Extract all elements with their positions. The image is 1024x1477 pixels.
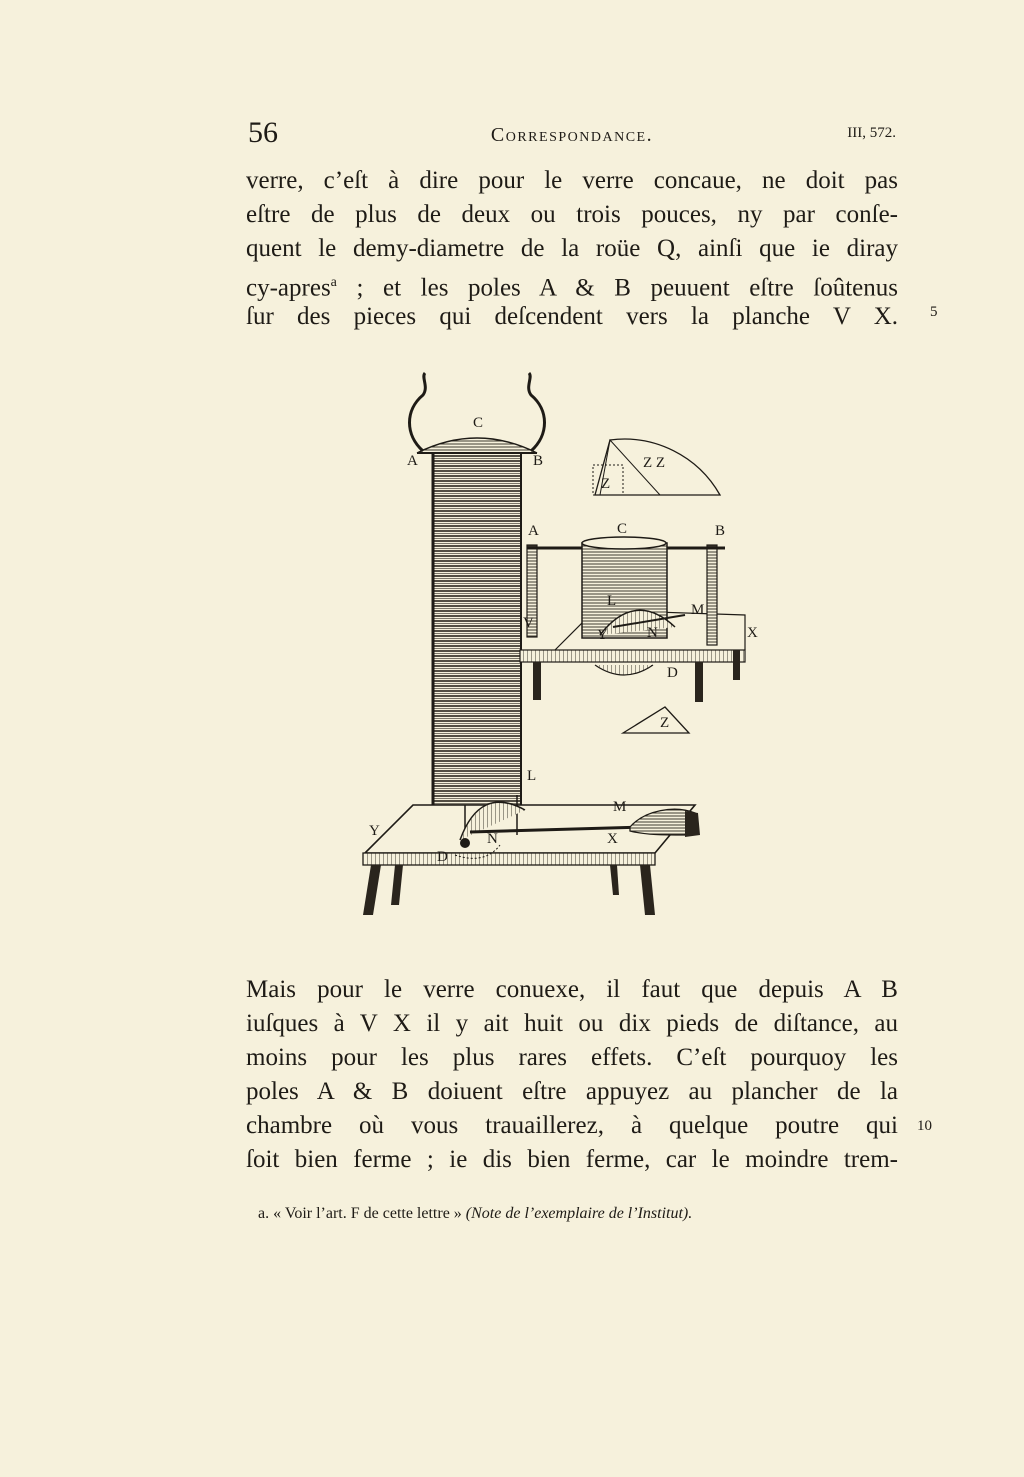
label-b-left: B xyxy=(533,453,544,469)
footnote-text: « Voir l’art. F de cette lettre » xyxy=(273,1205,462,1222)
label-a-right: A xyxy=(528,523,539,539)
text-line: iuſques à V X il y ait huit ou dix pieds de diſtance, au xyxy=(246,1010,898,1037)
label-b-right: B xyxy=(715,523,726,539)
text-line: poles A & B doiuent eſtre appuyez au plancher de la xyxy=(246,1078,898,1105)
text-line: moins pour les plus rares effets. C’eſt pourquoy les xyxy=(246,1044,898,1071)
small-table-top xyxy=(520,650,745,662)
volume-reference: III, 572. xyxy=(847,125,896,141)
label-d-bottom: D xyxy=(437,849,448,865)
label-m-right: M xyxy=(691,602,705,618)
label-c-right: C xyxy=(617,521,628,537)
coil-column xyxy=(433,450,521,805)
paragraph-1 xyxy=(246,164,898,334)
label-z-lower: Z xyxy=(660,715,670,731)
footnote-marker: a. xyxy=(258,1205,270,1222)
label-zz: Z Z xyxy=(643,455,666,471)
label-y-right: Y xyxy=(597,627,608,643)
line-number-5: 5 xyxy=(930,304,938,320)
engraving-figure xyxy=(355,365,775,925)
label-l-right: L xyxy=(607,593,617,609)
text-line: quent le demy-diametre de la roüe Q, ainſi que ie diray xyxy=(246,235,898,262)
text-line: cy-apres$^a$ ; et les poles A & B peuuent eſtre ſoûtenus xyxy=(246,274,898,302)
text-line: verre, c’eſt à dire pour le verre concaue, ne doit pas xyxy=(246,167,898,194)
text-line: ſur des pieces qui deſcendent vers la planche V X. xyxy=(246,303,898,330)
label-l-bottom: L xyxy=(527,768,537,784)
label-y-bottom: Y xyxy=(369,823,380,839)
page-number: 56 xyxy=(248,116,278,149)
text-line: chambre où vous trauaillerez, à quelque poutre qui xyxy=(246,1112,898,1139)
label-m-bottom: M xyxy=(613,799,627,815)
running-header xyxy=(248,116,896,156)
left-hook xyxy=(410,373,426,451)
label-x-right: X xyxy=(747,625,758,641)
text-line: Mais pour le verre conuexe, il faut que depuis A B xyxy=(246,976,898,1003)
line-number-10: 10 xyxy=(917,1118,932,1134)
label-n-right: N xyxy=(647,625,658,641)
text-line: ſoit bien ferme ; ie dis bien ferme, car le moindre trem- xyxy=(246,1146,898,1173)
machine-illustration xyxy=(355,365,775,925)
label-n-bottom: N xyxy=(487,831,498,847)
label-c-top: C xyxy=(473,415,484,431)
triangle-z xyxy=(623,707,689,733)
label-a-left: A xyxy=(407,453,418,469)
label-d-right: D xyxy=(667,665,678,681)
paragraph-2 xyxy=(246,973,898,1177)
text-line: eſtre de plus de deux ou trois pouces, ny par conſe- xyxy=(246,201,898,228)
label-x-bottom: X xyxy=(607,831,618,847)
running-title: Correspondance. xyxy=(490,124,654,146)
footnote-reference: a xyxy=(330,275,337,290)
footnote-note: (Note de l’exemplaire de l’Institut). xyxy=(465,1205,693,1222)
label-v-right: V xyxy=(523,615,534,631)
footnote xyxy=(258,1205,692,1223)
right-hook xyxy=(529,373,545,451)
top-cap xyxy=(417,438,537,453)
label-z-small: Z xyxy=(601,476,611,492)
